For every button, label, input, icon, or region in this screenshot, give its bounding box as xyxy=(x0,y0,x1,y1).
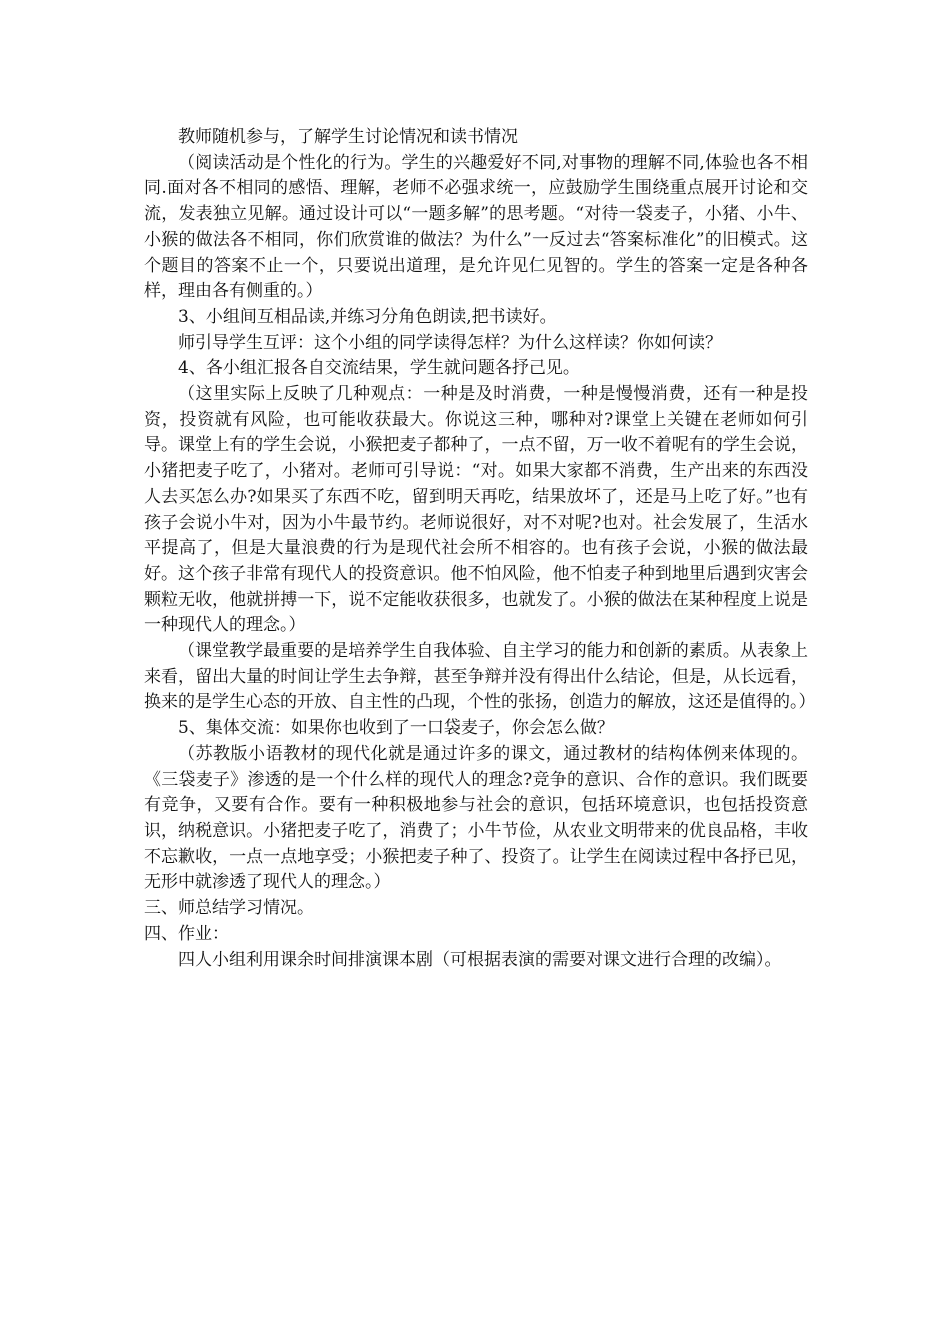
paragraph-teacher-participation: 教师随机参与，了解学生讨论情况和读书情况 xyxy=(178,127,518,147)
section-heading-summary: 三、师总结学习情况。 xyxy=(144,898,314,919)
paragraph-viewpoints-note: （这里实际上反映了几种观点：一种是及时消费，一种是慢慢消费，还有一种是投资，投资就有风险，也可能收获最大。你说这三种，哪种对?课堂上关键在老师如何引导。课堂上有的学生会说，小猴把麦子都种了，一点不留，万一收不着呢有的学生会说，小猪把麦子吃了，小猪对。老师可引导说：“对。如果大家都不消费，生产出来的东西没人去买怎么办?如果买了东西不吃，留到明天再吃，结果放坏了，还是马上吃了好。”也有孩子会说小牛对，因为小牛最节约。老师说很好，对不对呢?也对。社会发展了，生活水平提高了，但是大量浪费的行为是现代社会所不相容的。也有孩子会说，小猴的做法最好。这个孩子非常有现代人的投资意识。他不怕风险，他不怕麦子种到地里后遇到灾害会颗粒无收，他就拼搏一下，说不定能收获很多，也就发了。小猴的做法在某种程度上说是一种现代人的理念。） xyxy=(144,384,808,636)
paragraph-peer-review: 师引导学生互评：这个小组的同学读得怎样？为什么这样读？你如何读？ xyxy=(178,332,722,353)
paragraph-teaching-importance-note: （课堂教学最重要的是培养学生自我体验、自主学习的能力和创新的素质。从表象上来看，留出大量的时间让学生去争辩，甚至争辩并没有得出什么结论，但是，从长远看，换来的是学生心态的开放、自主性的凸现，个性的张扬，创造力的解放，这还是值得的。） xyxy=(144,641,816,713)
paragraph-step-4: 4、各小组汇报各自交流结果，学生就问题各抒己见。 xyxy=(178,358,580,379)
paragraph-homework-task: 四人小组利用课余时间排演课本剧（可根据表演的需要对课文进行合理的改编）。 xyxy=(178,949,782,970)
paragraph-textbook-modernization-note: （苏教版小语教材的现代化就是通过许多的课文，通过教材的结构体例来体现的。《三袋麦子》渗透的是一个什么样的现代人的理念?竞争的意识、合作的意识。我们既要有竞争，又要有合作。要有一种积极地参与社会的意识，包括环境意识，也包括投资意识，纳税意识。小猪把麦子吃了，消费了；小牛节俭，从农业文明带来的优良品格，丰收不忘歉收，一点一点地享受；小猴把麦子种了、投资了。让学生在阅读过程中各抒已见，无形中就渗透了现代人的理念。） xyxy=(144,743,808,893)
paragraph-reading-activity-note: （阅读活动是个性化的行为。学生的兴趣爱好不同,对事物的理解不同,体验也各不相同.面对各不相同的感悟、理解，老师不必强求统一，应鼓励学生围绕重点展开讨论和交流，发表独立见解。通过设计可以“一题多解”的思考题。“对待一袋麦子，小猪、小牛、小猴的做法各不相同，你们欣赏谁的做法？为什么”一反过去“答案标准化”的旧模式。这个题目的答案不止一个，只要说出道理，是允许见仁见智的。学生的答案一定是各种各样，理由各有侧重的。） xyxy=(144,152,808,302)
section-heading-homework: 四、作业： xyxy=(144,923,229,944)
document-body xyxy=(144,125,816,973)
paragraph-step-5: 5、集体交流：如果你也收到了一口袋麦子，你会怎么做？ xyxy=(178,718,614,739)
paragraph-step-3: 3、小组间互相品读,并练习分角色朗读,把书读好。 xyxy=(178,306,557,327)
